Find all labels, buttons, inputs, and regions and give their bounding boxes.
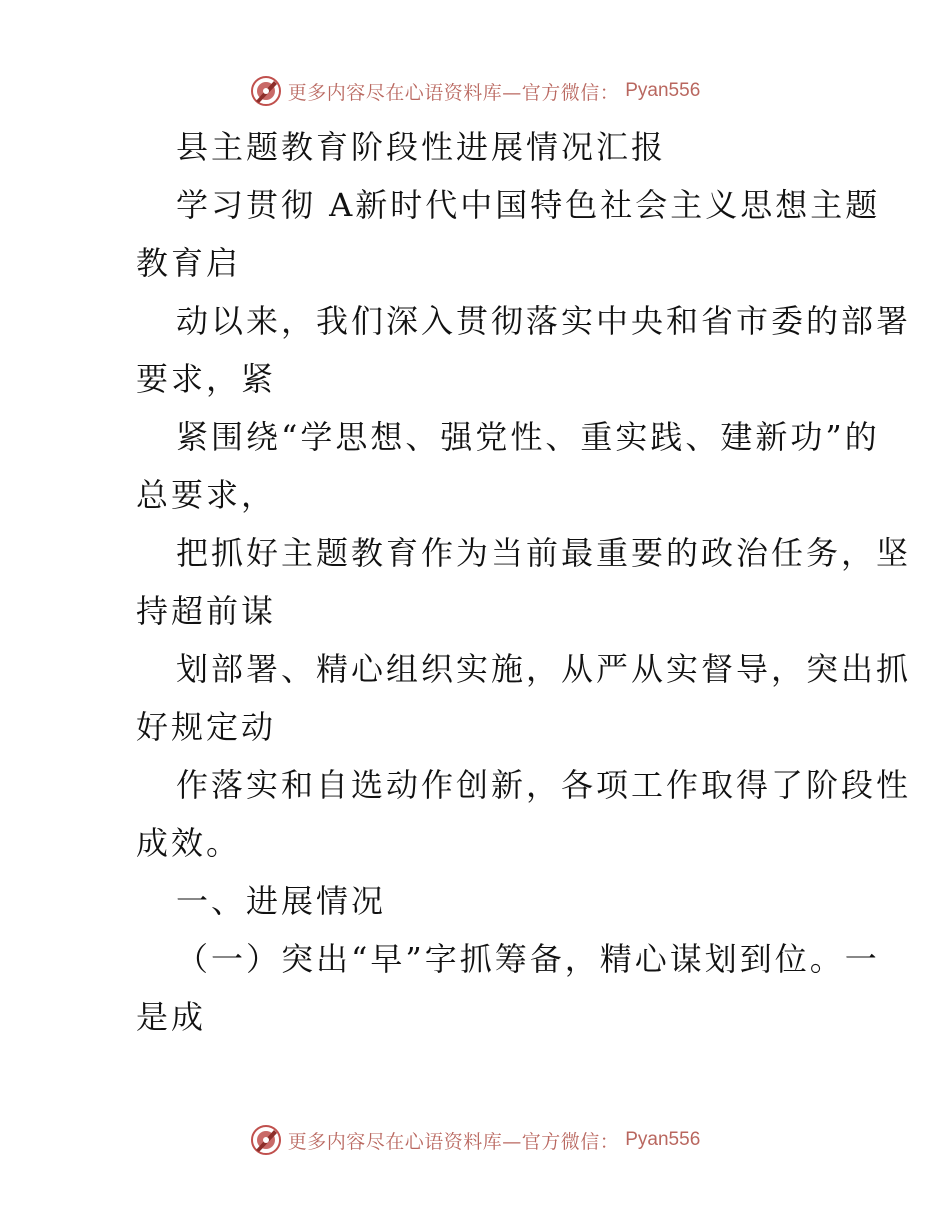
document-text <box>96 118 912 1046</box>
text-line: 好规定动 <box>136 708 277 746</box>
quill-logo-icon <box>250 1124 282 1156</box>
text-line: 学习贯彻 A新时代中国特色社会主义思想主题 <box>176 186 881 224</box>
text-line: 总要求， <box>136 476 277 514</box>
text-line: 把抓好主题教育作为当前最重要的政治任务，坚 <box>176 534 912 572</box>
text-line: 作落实和自选动作创新，各项工作取得了阶段性 <box>176 766 912 804</box>
document-title: 县主题教育阶段性进展情况汇报 <box>176 128 667 166</box>
text-line: 教育启 <box>136 244 242 282</box>
section-heading: 一、进展情况 <box>176 882 387 920</box>
header-watermark <box>0 71 950 111</box>
watermark-account: Pyan556 <box>625 80 701 101</box>
text-line: 要求，紧 <box>136 360 277 398</box>
watermark-text: 更多内容尽在心语资料库—官方微信： <box>287 1130 620 1153</box>
watermark-text: 更多内容尽在心语资料库—官方微信： <box>287 81 620 104</box>
text-line: 是成 <box>136 998 207 1036</box>
text-line: 紧围绕“学思想、强党性、重实践、建新功”的 <box>176 418 880 456</box>
watermark-account: Pyan556 <box>625 1129 701 1150</box>
text-line: 动以来，我们深入贯彻落实中央和省市委的部署 <box>176 302 912 340</box>
footer-watermark <box>0 1120 950 1160</box>
subsection-heading: （一）突出“早”字抓筹备，精心谋划到位。一 <box>176 940 880 978</box>
quill-logo-icon <box>250 75 282 107</box>
document-body <box>96 118 912 1046</box>
text-line: 成效。 <box>136 824 242 862</box>
text-line: 持超前谋 <box>136 592 277 630</box>
text-line: 划部署、精心组织实施，从严从实督导，突出抓 <box>176 650 912 688</box>
